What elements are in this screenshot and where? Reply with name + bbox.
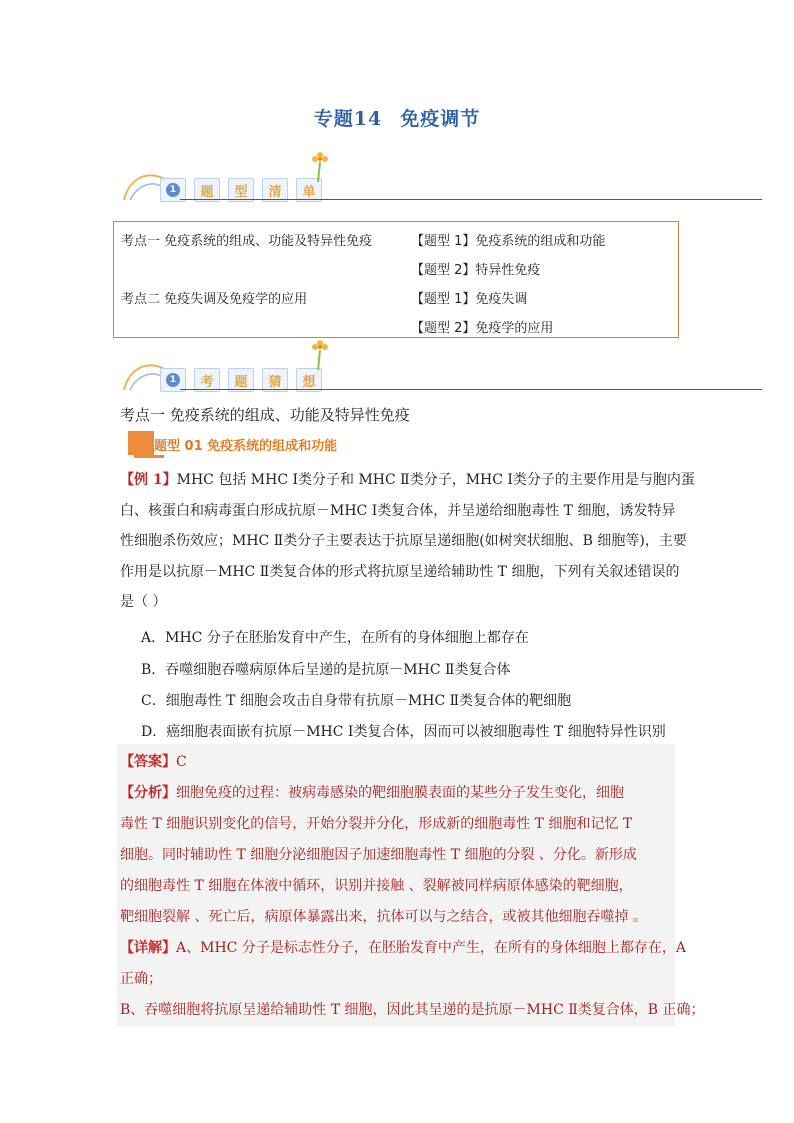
overview-table (113, 221, 679, 338)
banner-rule (180, 199, 762, 200)
overview-tixing: 【题型 1】免疫系统的组成和功能 (411, 234, 606, 249)
option-a: A．MHC 分子在胚胎发育中产生，在所有的身体细胞上都存在 (141, 630, 529, 646)
question-line: 【例 1】MHC 包括 MHC Ⅰ类分子和 MHC Ⅱ类分子，MHC Ⅰ类分子的主要作用是与胞内蛋 (120, 472, 695, 488)
banner-question-types (120, 156, 762, 202)
banner-char: 猜 (262, 368, 288, 392)
question-line: 性细胞杀伤效应；MHC Ⅱ类分子主要表达于抗原呈递细胞(如树突状细胞、B 细胞等)，主要 (120, 533, 687, 549)
question-line: 作用是以抗原－MHC Ⅱ类复合体的形式将抗原呈递给辅助性 T 细胞，下列有关叙述错误的 (120, 563, 680, 580)
banner-char: 考 (194, 368, 220, 392)
title-number: 专题14 (313, 108, 383, 130)
question-type-label: 题型 01 免疫系统的组成和功能 (154, 439, 338, 454)
question-stem (120, 465, 695, 618)
option-c: C．细胞毒性 T 细胞会攻击自身带有抗原－MHC Ⅱ类复合体的靶细胞 (141, 693, 572, 709)
overview-kaodian: 考点一 免疫系统的组成、功能及特异性免疫 (121, 234, 373, 249)
overview-tixing: 【题型 2】免疫学的应用 (411, 321, 554, 336)
option-d: D．癌细胞表面嵌有抗原－MHC Ⅰ类复合体，因而可以被细胞毒性 T 细胞特异性识别 (141, 724, 666, 740)
banner-number-badge: 1 (160, 178, 186, 202)
banner-rule (180, 389, 762, 390)
question-line: 是（ ） (120, 594, 167, 610)
analysis-line: 毒性 T 细胞识别变化的信号，开始分裂并分化，形成新的细胞毒性 T 细胞和记忆 T (120, 816, 633, 832)
detail-line: 正确； (120, 971, 162, 987)
banner-char: 题 (228, 368, 254, 392)
question-line: 白、核蛋白和病毒蛋白形成抗原－MHC Ⅰ类复合体，并呈递给细胞毒性 T 细胞，诱发特异 (120, 502, 676, 519)
answer-value: C (176, 754, 187, 770)
option-b: B．吞噬细胞吞噬病原体后呈递的是抗原－MHC Ⅱ类复合体 (141, 662, 511, 678)
analysis-line: 的细胞毒性 T 细胞在体液中循环，识别并接触 、裂解被同样病原体感染的靶细胞， (120, 878, 633, 894)
section-heading: 考点一 免疫系统的组成、功能及特异性免疫 (120, 406, 410, 424)
banner-char: 想 (296, 368, 322, 392)
analysis-tag: 【分析】 (120, 785, 176, 801)
flower-icon (310, 150, 332, 184)
overview-tixing: 【题型 1】免疫失调 (411, 292, 528, 307)
answer-tag: 【答案】 (120, 754, 176, 770)
detail-line: B、吞噬细胞将抗原呈递给辅助性 T 细胞，因此其呈递的是抗原－MHC Ⅱ类复合体，B 正确； (120, 1002, 705, 1018)
analysis-line: 细胞。同时辅助性 T 细胞分泌细胞因子加速细胞毒性 T 细胞的分裂 、分化。新形成 (120, 847, 637, 863)
example-tag: 【例 1】 (120, 472, 177, 488)
banner-char: 清 (262, 178, 288, 202)
banner-char: 型 (228, 178, 254, 202)
banner-char: 题 (194, 178, 220, 202)
title-text: 免疫调节 (400, 108, 481, 130)
page-title (0, 104, 794, 131)
heading-underline (134, 455, 164, 458)
detail-tag: 【详解】 (120, 940, 176, 956)
answer-block (117, 744, 705, 1026)
flower-icon (310, 338, 332, 372)
overview-kaodian: 考点二 免疫失调及免疫学的应用 (121, 292, 308, 307)
overview-tixing: 【题型 2】特异性免疫 (411, 263, 541, 278)
banner-number-badge: 1 (160, 368, 186, 392)
analysis-line: 【分析】细胞免疫的过程：被病毒感染的靶细胞膜表面的某些分子发生变化，细胞 (120, 785, 624, 801)
detail-line: 【详解】A、MHC 分子是标志性分子，在胚胎发育中产生，在所有的身体细胞上都存在，A (120, 940, 686, 956)
banner-char: 单 (296, 178, 322, 202)
answer-line (120, 751, 187, 771)
heading-marker (128, 431, 154, 455)
banner-predicted-questions (120, 346, 762, 392)
analysis-line: 靶细胞裂解 、死亡后，病原体暴露出来，抗体可以与之结合，或被其他细胞吞噬掉 。 (120, 909, 647, 925)
